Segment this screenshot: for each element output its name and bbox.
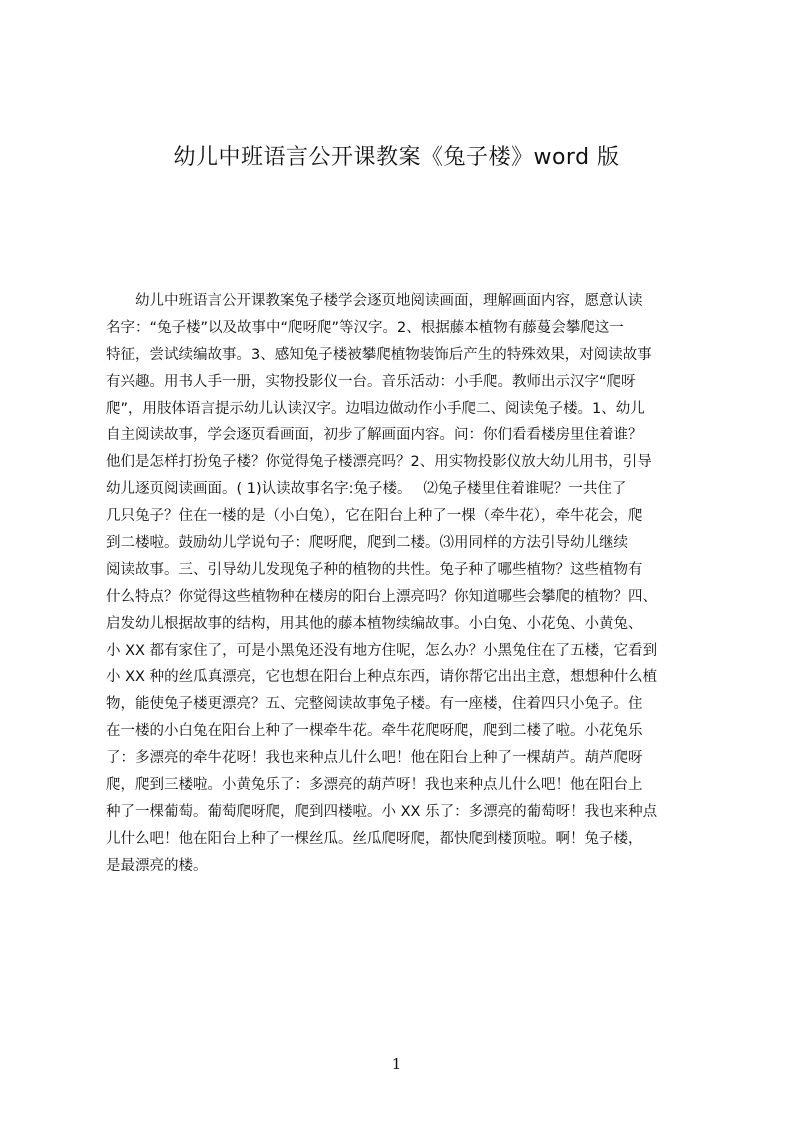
body-line: 他们是怎样打扮兔子楼？你觉得兔子楼漂亮吗？2、用实物投影仪放大幼儿用书，引导 bbox=[106, 454, 652, 471]
body-line: 幼儿中班语言公开课教案兔子楼学会逐页地阅读画面，理解画面内容，愿意认读 bbox=[106, 293, 643, 309]
body-line: 在一楼的小白兔在阳台上种了一棵牵牛花。牵牛花爬呀爬，爬到二楼了啦。小花兔乐 bbox=[106, 723, 643, 740]
body-line: 小 XX 都有家住了，可是小黑兔还没有地方住呢，怎么办？小黑兔住在了五楼，它看到 bbox=[106, 642, 658, 659]
body-line: 种了一棵葡萄。葡萄爬呀爬，爬到四楼啦。小 XX 乐了：多漂亮的葡萄呀！我也来种点 bbox=[106, 803, 658, 820]
body-line: 儿什么吧！他在阳台上种了一棵丝瓜。丝瓜爬呀爬，都快爬到楼顶啦。啊！兔子楼， bbox=[106, 830, 643, 847]
document-body bbox=[106, 288, 696, 878]
body-line: 了：多漂亮的牵牛花呀！我也来种点儿什么吧！他在阳台上种了一棵葫芦。葫芦爬呀 bbox=[106, 750, 643, 767]
body-line: 爬”，用肢体语言提示幼儿认读汉字。边唱边做动作小手爬二、阅读兔子楼。1、幼儿 bbox=[106, 400, 645, 417]
body-line: 阅读故事。三、引导幼儿发现兔子种的植物的共性。兔子种了哪些植物？这些植物有 bbox=[106, 561, 643, 578]
body-line: 名字：“兔子楼”以及故事中“爬呀爬”等汉字。2、根据藤本植物有藤蔓会攀爬这一 bbox=[106, 319, 624, 336]
body-line: 什么特点？你觉得这些植物种在楼房的阳台上漂亮吗？你知道哪些会攀爬的植物？四、 bbox=[106, 588, 657, 605]
body-line: 特征，尝试续编故事。3、感知兔子楼被攀爬植物装饰后产生的特殊效果，对阅读故事 bbox=[106, 346, 652, 363]
document-title: 幼儿中班语言公开课教案《兔子楼》word 版 bbox=[173, 145, 620, 170]
page-number: 1 bbox=[391, 1055, 402, 1073]
body-line: 小 XX 种的丝瓜真漂亮，它也想在阳台上种点东西，请你帮它出出主意，想想种什么植 bbox=[106, 669, 658, 686]
body-line: 幼儿逐页阅读画面。( 1)认读故事名字:兔子楼。 ⑵兔子楼里住着谁呢？一共住了 bbox=[106, 481, 627, 498]
body-line: 到二楼啦。鼓励幼儿学说句子：爬呀爬，爬到二楼。⑶用同样的方法引导幼儿继续 bbox=[106, 535, 628, 552]
body-line: 启发幼儿根据故事的结构，用其他的藤本植物续编故事。小白兔、小花兔、小黄兔、 bbox=[106, 615, 643, 632]
body-line: 物，能使兔子楼更漂亮？五、完整阅读故事兔子楼。有一座楼，住着四只小兔子。住 bbox=[106, 696, 643, 713]
body-line: 自主阅读故事，学会逐页看画面，初步了解画面内容。问：你们看看楼房里住着谁？ bbox=[106, 427, 643, 444]
body-line: 是最漂亮的楼。 bbox=[106, 857, 208, 874]
body-line: 几只兔子？住在一楼的是（小白兔），它在阳台上种了一棵（牵牛花），牵牛花会，爬 bbox=[106, 508, 643, 525]
body-line: 爬，爬到三楼啦。小黄兔乐了：多漂亮的葫芦呀！我也来种点儿什么吧！他在阳台上 bbox=[106, 777, 643, 794]
body-line: 有兴趣。用书人手一册，实物投影仪一台。音乐活动：小手爬。教师出示汉字“爬呀 bbox=[106, 373, 636, 390]
